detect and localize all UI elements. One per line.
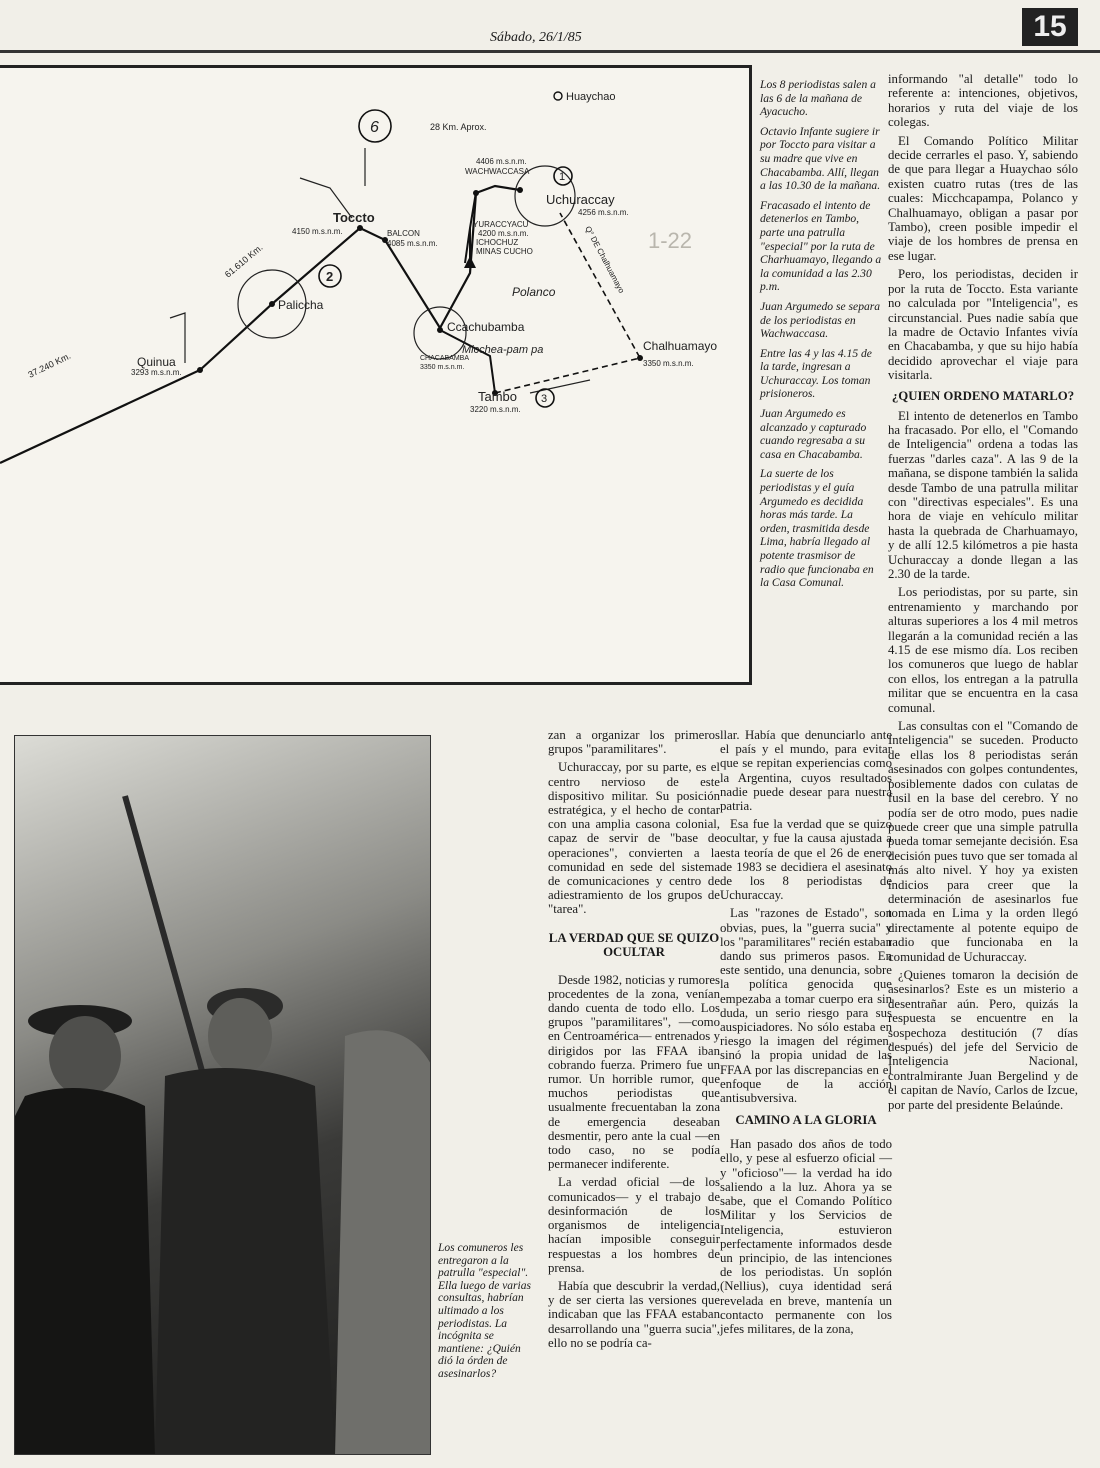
label-balcon: BALCON — [387, 229, 420, 238]
paragraph: zan a organizar los primeros grupos "paramilitares". — [548, 728, 720, 757]
label-quinua: Quinua — [137, 355, 176, 369]
paliccha-dot-icon — [269, 301, 275, 307]
quinua-dot-icon — [197, 367, 203, 373]
marker-6-label: 6 — [370, 119, 379, 136]
label-micchea: Micchea-pam pa — [462, 344, 544, 356]
section-heading: LA VERDAD QUE SE QUIZO OCULTAR — [548, 930, 720, 959]
article-column-a — [548, 728, 720, 1354]
map-caption-para: Juan Argumedo se separa de los periodistas en Wachwaccasa. — [760, 299, 881, 341]
label-wachwaccasa: WACHWACCASA — [465, 167, 530, 176]
label-minas-cucho: MINAS CUCHO — [476, 247, 533, 256]
page-number: 15 — [1022, 8, 1078, 46]
paragraph: Desde 1982, noticias y rumores procedentes de la zona, venían dando cuenta de todo ello. Los grupos "paramilitares", —como en Centroamérica— entrenados y dirigidos por las FFAA iban cobrando fuerza. Primero fue un rumor. Un horrible rumor, que muchos periodistas que usualmente frecuentaban la zona de emergencia deseaban desmentir, pero ante la cual —en todo caso, no se podía permanecer indiferente. — [548, 972, 720, 1172]
label-chalhuamayo: Chalhuamayo — [643, 339, 718, 353]
article-column-b — [720, 728, 892, 1340]
issue-date: Sábado, 26/1/85 — [490, 30, 582, 45]
label-huaychao: Huaychao — [566, 91, 616, 103]
paragraph: Pero, los periodistas, deciden ir por la ruta de Toccto. Esta variante no calculada por "Inteligencia", es circunstancial. Pues nadie sabía que la madre de Octavio Infantes vivía en Chacabamba, y que su hijo había decidido aprovechar el viaje para visitarla. — [888, 267, 1078, 383]
paragraph: La verdad oficial —de los comunicados— y el trabajo de desinformación de los organismos de inteligencia hacían imposible conseguir respuestas a los hombres de prensa. — [548, 1175, 720, 1275]
label-tambo-alt: 3220 m.s.n.m. — [470, 405, 521, 414]
article-column-right — [888, 72, 1078, 1116]
paragraph: Los periodistas, por su parte, sin entrenamiento y marchando por alturas superiores a los 4 mil metros llegarán a la comunidad recién a las 4.15 de ese mismo día. Los reciben los comuneros que luego de hablar con ellos, los entregan a la patrulla militar que se encuentra en la casa comunal. — [888, 585, 1078, 715]
label-chacabamba-alt: 3350 m.s.n.m. — [420, 364, 465, 371]
label-distance-2: 61.610 Km. — [222, 242, 265, 280]
paragraph: Las consultas con el "Comando de Inteligencia" se suceden. Producto de ellas los 8 periodistas serán asesinados con golpes contundentes, posiblemente dados con culatas de fusil en la base del cerebro. Y no podía ser de otro modo, pues nadie puede creer que una simple patrulla pueda tomar semejante decisión. Esa decisión pues tuvo que ser tomada al más alto nivel. Y hoy ya existen indicios para creer que la determinación de asesinarlos fue tomada en Lima y la orden llegó directamente al potente equipo de radio que funcionaba en la comunidad de Uchuraccay. — [888, 719, 1078, 964]
route-map — [0, 65, 752, 685]
photo-caption: Los comuneros les entregaron a la patrulla "especial". Ella luego de varias consultas, habrían ultimado a los periodistas. La incógnita se mantiene: ¿Quién dió la órden de asesinarlos? — [438, 1242, 531, 1380]
label-ccachubamba: Ccachubamba — [447, 320, 525, 334]
ccachubamba-dot-icon — [437, 327, 443, 333]
map-caption-para: Juan Argumedo es alcanzado y capturado cuando regresaba a su casa en Chacabamba. — [760, 407, 867, 461]
section-heading: CAMINO A LA GLORIA — [735, 1113, 877, 1128]
label-ichochuz: ICHOCHUZ — [476, 238, 519, 247]
marker-3-label: 3 — [541, 393, 548, 405]
route-map-drawing — [0, 68, 752, 688]
news-photo — [14, 735, 431, 1455]
section-heading: ¿QUIEN ORDENO MATARLO? — [891, 388, 1075, 403]
paragraph: informando "al detalle" todo lo referente a: intenciones, objetivos, horarios y ruta del viaje de los colegas. — [888, 72, 1078, 130]
label-uchuraccay-alt: 4256 m.s.n.m. — [578, 208, 629, 217]
route-path-main — [0, 186, 520, 463]
map-caption-para: Entre las 4 y las 4.15 de la tarde, ingresan a Uchuraccay. Los toman prisioneros. — [760, 346, 872, 401]
paragraph: ¿Quienes tomaron la decisión de asesinarlos? Este es un misterio a desentrañar aún. Pero, quizás la respuesta se encuentre en la sospechoza destitución (7 días después) del jefe del Servicio de Inteligencia Nacional, contralmirante Juan Bergelind y de el capitan de Navío, Carlos de Izcue, por parte del presidente Belaúnde. — [888, 967, 1078, 1112]
wachwaccasa-dot-icon — [473, 190, 479, 196]
paragraph: El intento de detenerlos en Tambo ha fracasado. Por ello, el "Comando de Inteligencia" ordena a todas las fuerzas "darles caza". A las 9 de la mañana, se dispone también la salida desde Tambo de una patrulla militar con "directivas especiales". Es una hora de viaje en vehículo militar hasta la quebrada de Charhuamayo, y de allí 12.5 kilómetros a pie hasta Uchuraccay a donde llegan a las 2.30 de la tarde. — [888, 408, 1078, 581]
label-chacabamba: CHACABAMBA — [420, 355, 470, 362]
uchuraccay-dot-icon — [517, 187, 523, 193]
map-caption-para: Los 8 periodistas salen a las 6 de la mañana de Ayacucho. — [760, 78, 876, 119]
label-toccto: Toccto — [333, 210, 375, 225]
paragraph: Esa fue la verdad que se quizo ocultar, y fue la causa ajustada a esta teoría de que el 26 de enero de 1983 se decidiera el asesinato de los 8 periodistas de Uchuraccay. — [720, 817, 892, 903]
label-paliccha: Paliccha — [278, 298, 324, 312]
header-rule — [0, 50, 1100, 53]
map-caption-para: La suerte de los periodistas y el guía Argumedo es decidida horas más tarde. La orden, trasmitida desde Lima, habría llegado al potente trasmisor de radio que funcionaba en la Casa Comunal. — [760, 467, 874, 590]
label-route-chalhuamayo: Q° DE Chalhuamayo — [583, 224, 627, 295]
label-toccto-alt: 4150 m.s.n.m. — [292, 227, 343, 236]
map-caption-para: Octavio Infante sugiere ir por Toccto para visitar a su madre que vive en Chacabamba. Allí, llegan a las 10.30 de la mañana. — [760, 124, 881, 193]
label-uchuraccay: Uchuraccay — [546, 192, 615, 207]
map-caption — [760, 78, 882, 596]
label-yuraccyacu-alt: 4200 m.s.n.m. — [478, 229, 529, 238]
label-polanco: Polanco — [512, 285, 556, 299]
label-distance-3: 28 Km. Aprox. — [430, 122, 487, 132]
marker-2-label: 2 — [326, 269, 334, 284]
paragraph: llar. Había que denunciarlo ante el país y el mundo, para evitar que se repitan experiencias como la Argentina, cuyos resultados nadie puede desear para nuestra patria. — [720, 728, 892, 814]
paragraph: Uchuraccay, por su parte, es el centro nervioso de este dispositivo militar. Su posición estratégica, y el hecho de contar con una amplia casona colonial, capaz de servir de "base de operaciones", convierten a la comunidad en sede del sistema de comunicaciones y centro de adiestramiento de los grupos de "tarea". — [548, 760, 720, 917]
label-chalhuamayo-alt: 3350 m.s.n.m. — [643, 359, 694, 368]
paragraph: Las "razones de Estado", son obvias, pues, la "guerra sucia" y los "paramilitares" recién estaban dando sus primeros pasos. En este sentido, una denuncia, sobre la política genocida que empezaba a tomar cuerpo era sin duda, un serio riesgo para sus auspiciadores. No sólo estaba en riesgo la imagen del régimen, sinó la propia unidad de las FFAA por las discrepancias en el enfoque de la acción antisubversiva. — [720, 906, 892, 1106]
label-tambo: Tambo — [478, 389, 518, 404]
paragraph: Han pasado dos años de todo ello, y pese al esfuerzo oficial —y "oficioso"— la verdad ha ido saliendo a la luz. Ahora ya se sabe, que el Comando Político Militar y los Servicios de Inteligencia, estuvieron perfectamente informados desde un principio, de las intenciones de los periodistas. Un soplón (Nellius), cuya identidad será revelada en breve, mantenía un contacto permanente con los jefes militares, de la zona, — [720, 1137, 892, 1336]
label-distance-1: 37.240 Km. — [26, 350, 73, 380]
label-wachwaccasa-alt: 4406 m.s.n.m. — [476, 157, 527, 166]
label-yuraccyacu: YURACCYACU — [473, 220, 529, 229]
label-balcon-alt: 4085 m.s.n.m. — [387, 239, 438, 248]
map-caption-para: Fracasado el intento de detenerlos en Tambo, parte una patrulla "especial" por la ruta de Charhuamayo, llegando a la comunidad a las 2.30 p.m. — [760, 198, 882, 294]
huaychao-dot-icon — [554, 92, 562, 100]
marker-1-label: 1 — [559, 171, 566, 183]
paragraph: El Comando Político Militar decide cerrarles el paso. Y, sabiendo de que para llegar a Huaychao sólo existen cuatro rutas (tres de las cuales: Micchcapampa, Polanco y Chalhuamayo, obligan a pasar por Tambo), creen posible impedir el viaje de los hombres de prensa en ese lugar. — [888, 133, 1078, 263]
pencil-note: 1-22 — [648, 228, 693, 253]
paragraph: Había que descubrir la verdad, y de ser cierta las versiones que indicaban que las FFAA estaban desarrollando una "guerra sucia", ello no se podría ca- — [548, 1278, 720, 1350]
toccto-dot-icon — [357, 225, 363, 231]
photo-illustration — [15, 736, 431, 1455]
label-quinua-alt: 3293 m.s.n.m. — [131, 368, 182, 377]
